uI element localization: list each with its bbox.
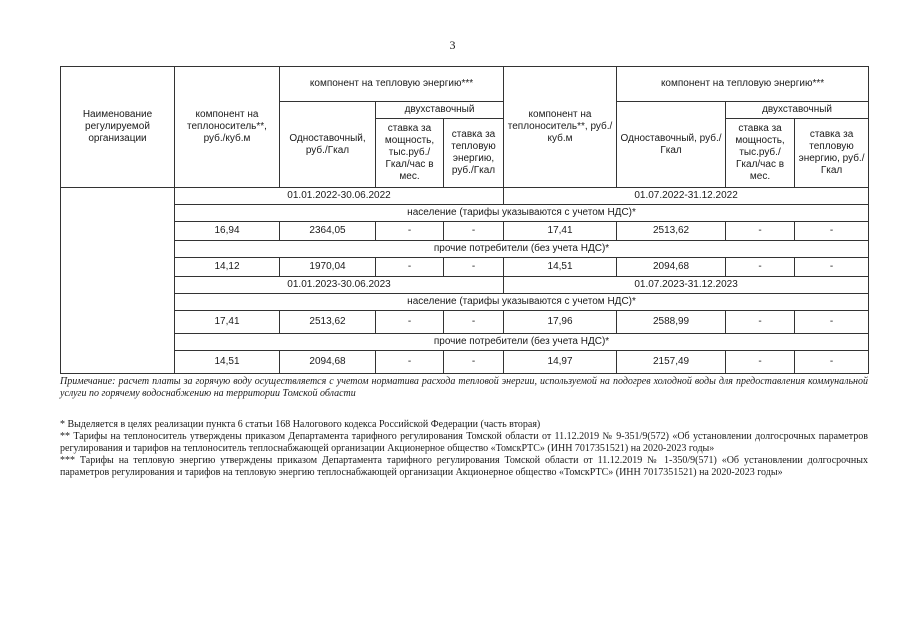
period-label: 01.01.2023-30.06.2023: [175, 277, 504, 294]
table-cell: 2513,62: [280, 311, 376, 334]
header-two-rate-right: двухставочный: [726, 102, 869, 119]
table-cell: 2588,99: [617, 311, 726, 334]
tariff-table: [60, 66, 869, 374]
table-cell: 14,97: [504, 351, 617, 374]
header-heat-carrier-left: компонент на теплоноситель**, руб./куб.м: [175, 67, 280, 188]
header-heat-energy-right: компонент на тепловую энергию***: [617, 67, 869, 102]
table-cell: 1970,04: [280, 258, 376, 277]
table-cell: 14,12: [175, 258, 280, 277]
period-label: 01.01.2022-30.06.2022: [175, 188, 504, 205]
table-cell: -: [726, 222, 795, 241]
table-cell: 17,96: [504, 311, 617, 334]
header-energy-rate-right: ставка за тепловую энергию, руб./Гкал: [795, 119, 869, 188]
table-cell: -: [444, 222, 504, 241]
table-cell: -: [376, 258, 444, 277]
header-capacity-rate-right: ставка за мощность, тыс.руб./ Гкал/час в мес.: [726, 119, 795, 188]
consumer-group-label: население (тарифы указываются с учетом НДС)*: [175, 205, 869, 222]
header-heat-energy-left: компонент на тепловую энергию***: [280, 67, 504, 102]
footnote-heat-carrier: ** Тарифы на теплоноситель утверждены приказом Департамента тарифного регулирования Томской области от 11.12.2019 № 9-351/9(572) «Об установлении долгосрочных параметров регулирования и тарифов на теплоноситель теплоснабжающей организации Акционерное общество «ТомскРТС» (ИНН 7017351521) на 2020-2023 годы»: [60, 431, 868, 454]
org-name-cell: [61, 188, 175, 374]
table-cell: 14,51: [175, 351, 280, 374]
footnotes: [60, 419, 868, 479]
table-cell: 2364,05: [280, 222, 376, 241]
consumer-group-label: прочие потребители (без учета НДС)*: [175, 241, 869, 258]
table-cell: 17,41: [175, 311, 280, 334]
table-cell: -: [444, 351, 504, 374]
consumer-group-label: прочие потребители (без учета НДС)*: [175, 334, 869, 351]
header-single-rate-left: Одноставочный, руб./Гкал: [280, 102, 376, 188]
consumer-group-label: население (тарифы указываются с учетом НДС)*: [175, 294, 869, 311]
header-single-rate-right: Одноставочный, руб./Гкал: [617, 102, 726, 188]
table-cell: -: [444, 311, 504, 334]
page-number: 3: [449, 38, 456, 52]
footnote-heat-energy: *** Тарифы на тепловую энергию утверждены приказом Департамента тарифного регулирования Томской области от 11.12.2019 № 1-350/9(571) «Об установлении долгосрочных параметров регулирования и тарифов на тепловую энергию теплоснабжающей организации Акционерное общество «ТомскРТС» (ИНН 7017351521) на 2020-2023 годы»: [60, 455, 868, 478]
table-cell: -: [376, 351, 444, 374]
table-cell: -: [726, 258, 795, 277]
header-heat-carrier-right: компонент на теплоноситель**, руб./куб.м: [504, 67, 617, 188]
table-cell: 14,51: [504, 258, 617, 277]
footnote-vat: * Выделяется в целях реализации пункта 6 статьи 168 Налогового кодекса Российской Федерации (часть вторая): [60, 419, 541, 430]
header-energy-rate-left: ставка за тепловую энергию, руб./Гкал: [444, 119, 504, 188]
table-cell: -: [726, 351, 795, 374]
table-cell: 2094,68: [617, 258, 726, 277]
table-cell: 16,94: [175, 222, 280, 241]
table-cell: -: [795, 258, 869, 277]
table-cell: -: [795, 311, 869, 334]
header-two-rate-left: двухставочный: [376, 102, 504, 119]
table-cell: -: [795, 222, 869, 241]
table-cell: -: [444, 258, 504, 277]
table-cell: -: [376, 311, 444, 334]
table-cell: -: [795, 351, 869, 374]
table-cell: -: [726, 311, 795, 334]
header-org-name: Наименование регулируемой организации: [61, 67, 175, 188]
period-label: 01.07.2023-31.12.2023: [504, 277, 869, 294]
table-cell: 2513,62: [617, 222, 726, 241]
table-cell: 2094,68: [280, 351, 376, 374]
header-capacity-rate-left: ставка за мощность, тыс.руб./ Гкал/час в мес.: [376, 119, 444, 188]
table-cell: 17,41: [504, 222, 617, 241]
table-note: Примечание: расчет платы за горячую воду осуществляется с учетом норматива расхода тепловой энергии, используемой на подогрев холодной воды для предоставления коммунальной услуги по горячему водоснабжению на территории Томской области: [60, 376, 868, 399]
table-cell: -: [376, 222, 444, 241]
table-cell: 2157,49: [617, 351, 726, 374]
period-label: 01.07.2022-31.12.2022: [504, 188, 869, 205]
